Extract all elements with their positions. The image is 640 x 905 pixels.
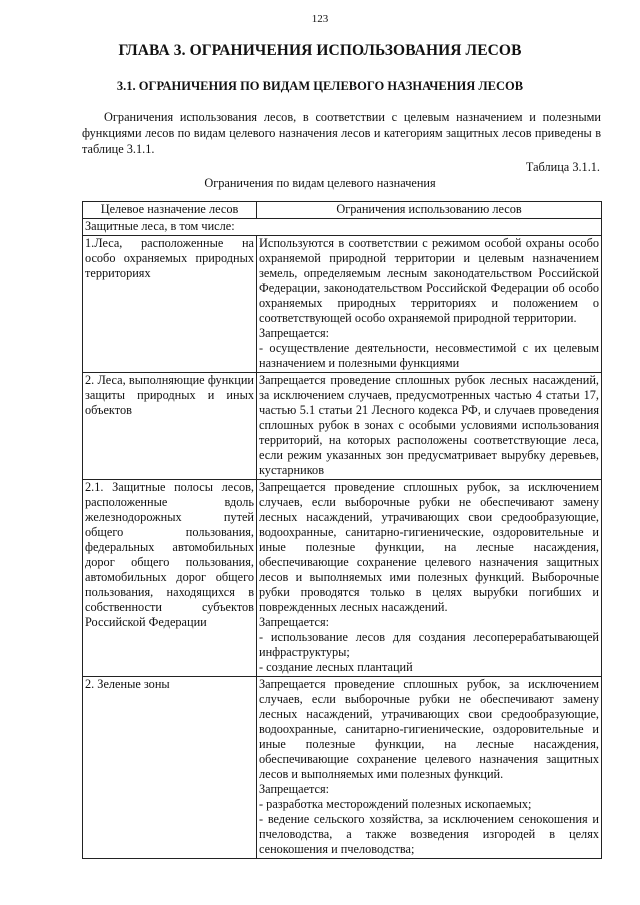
restriction-text: Запрещается: bbox=[259, 782, 330, 796]
group-label: Защитные леса, в том числе: bbox=[83, 219, 602, 236]
table-header-row bbox=[83, 202, 602, 219]
restriction-text: Запрещается: bbox=[259, 326, 330, 340]
header-restrictions: Ограничения использованию лесов bbox=[257, 202, 602, 219]
intro-paragraph: Ограничения использования лесов, в соответствии с целевым назначением и полезными функциями лесов по видам целевого назначения лесов и категориям защитных лесов приведены в таблице 3.1.1. bbox=[82, 110, 601, 156]
table-label: Таблица 3.1.1. bbox=[525, 160, 600, 174]
table-row bbox=[83, 677, 602, 859]
restriction-text: Запрещается проведение сплошных рубок, за исключением случаев, если выборочные рубки не обеспечивают замену лесных насаждений, утрачивающих свои средообразующие, водоохранные, санитарно-гигиенические, оздоровительные и иные полезные функции, на лесные насаждения, обеспечивающие сохранение целевого назначения защитных лесов и выполняемых ими полезных функций. Выборочные рубки проводятся только в целях вырубки погибших и поврежденных лесных насаждений. bbox=[259, 480, 599, 614]
restriction-text: Запрещается проведение сплошных рубок, за исключением случаев, если выборочные рубки не обеспечивают замену лесных насаждений, утрачивающих свои средообразующие, водоохранные, санитарно-гигиенические, оздоровительные и иные полезные функции, на лесные насаждения, обеспечивающие сохранение целевого назначения защитных лесов и выполняемых ими полезных функций. bbox=[259, 677, 599, 781]
purpose-cell: 1.Леса, расположенные на особо охраняемых природных территориях bbox=[83, 236, 257, 373]
table-row bbox=[83, 480, 602, 677]
chapter-title: ГЛАВА 3. ОГРАНИЧЕНИЯ ИСПОЛЬЗОВАНИЯ ЛЕСОВ bbox=[118, 42, 522, 59]
restriction-text: Используются в соответствии с режимом особой охраны особо охраняемой природной территории и целевым назначением земель, определяемым лесным законодательством Российской Федерации, законодательством Российской Федерации об особо охраняемых природных территориях и положением о соответствующей особо охраняемой природной территории. bbox=[259, 236, 599, 325]
purpose-cell: 2. Зеленые зоны bbox=[83, 677, 257, 859]
restriction-text: Запрещается проведение сплошных рубок лесных насаждений, за исключением случаев, предусмотренных частью 4 статьи 17, частью 5.1 статьи 21 Лесного кодекса РФ, и случаев проведения сплошных рубок в зонах с особыми условиями использования территорий, на которых расположены соответствующие леса, если режим указанных зон предусматривает вырубку деревьев, кустарников bbox=[259, 373, 599, 477]
restriction-cell bbox=[257, 373, 602, 480]
section-title: 3.1. ОГРАНИЧЕНИЯ ПО ВИДАМ ЦЕЛЕВОГО НАЗНАЧЕНИЯ ЛЕСОВ bbox=[116, 79, 524, 93]
page-number: 123 bbox=[311, 13, 329, 25]
table-row bbox=[83, 373, 602, 480]
table-row bbox=[83, 236, 602, 373]
restriction-text: - создание лесных плантаций bbox=[259, 660, 413, 674]
purpose-cell: 2.1. Защитные полосы лесов, расположенные вдоль железнодорожных путей общего пользования, федеральных автомобильных дорог общего пользования, автомобильных дорог общего пользования, находящихся в собственности субъектов Российской Федерации bbox=[83, 480, 257, 677]
restriction-cell bbox=[257, 236, 602, 373]
restriction-cell bbox=[257, 677, 602, 859]
purpose-cell: 2. Леса, выполняющие функции защиты природных и иных объектов bbox=[83, 373, 257, 480]
restriction-text: - осуществление деятельности, несовместимой с их целевым назначением и полезными функциями bbox=[259, 341, 599, 370]
restriction-text: - разработка месторождений полезных ископаемых; bbox=[259, 797, 532, 811]
restriction-text: - использование лесов для создания лесоперерабатывающей инфраструктуры; bbox=[259, 630, 599, 659]
header-purpose: Целевое назначение лесов bbox=[83, 202, 257, 219]
restriction-text: - ведение сельского хозяйства, за исключением сенокошения и пчеловодства, а также возведения изгородей в целях сенокошения и пчеловодства; bbox=[259, 812, 599, 856]
table-group-row bbox=[83, 219, 602, 236]
restriction-text: Запрещается: bbox=[259, 615, 330, 629]
table-caption: Ограничения по видам целевого назначения bbox=[204, 176, 436, 190]
restriction-cell bbox=[257, 480, 602, 677]
restrictions-table bbox=[82, 201, 602, 859]
